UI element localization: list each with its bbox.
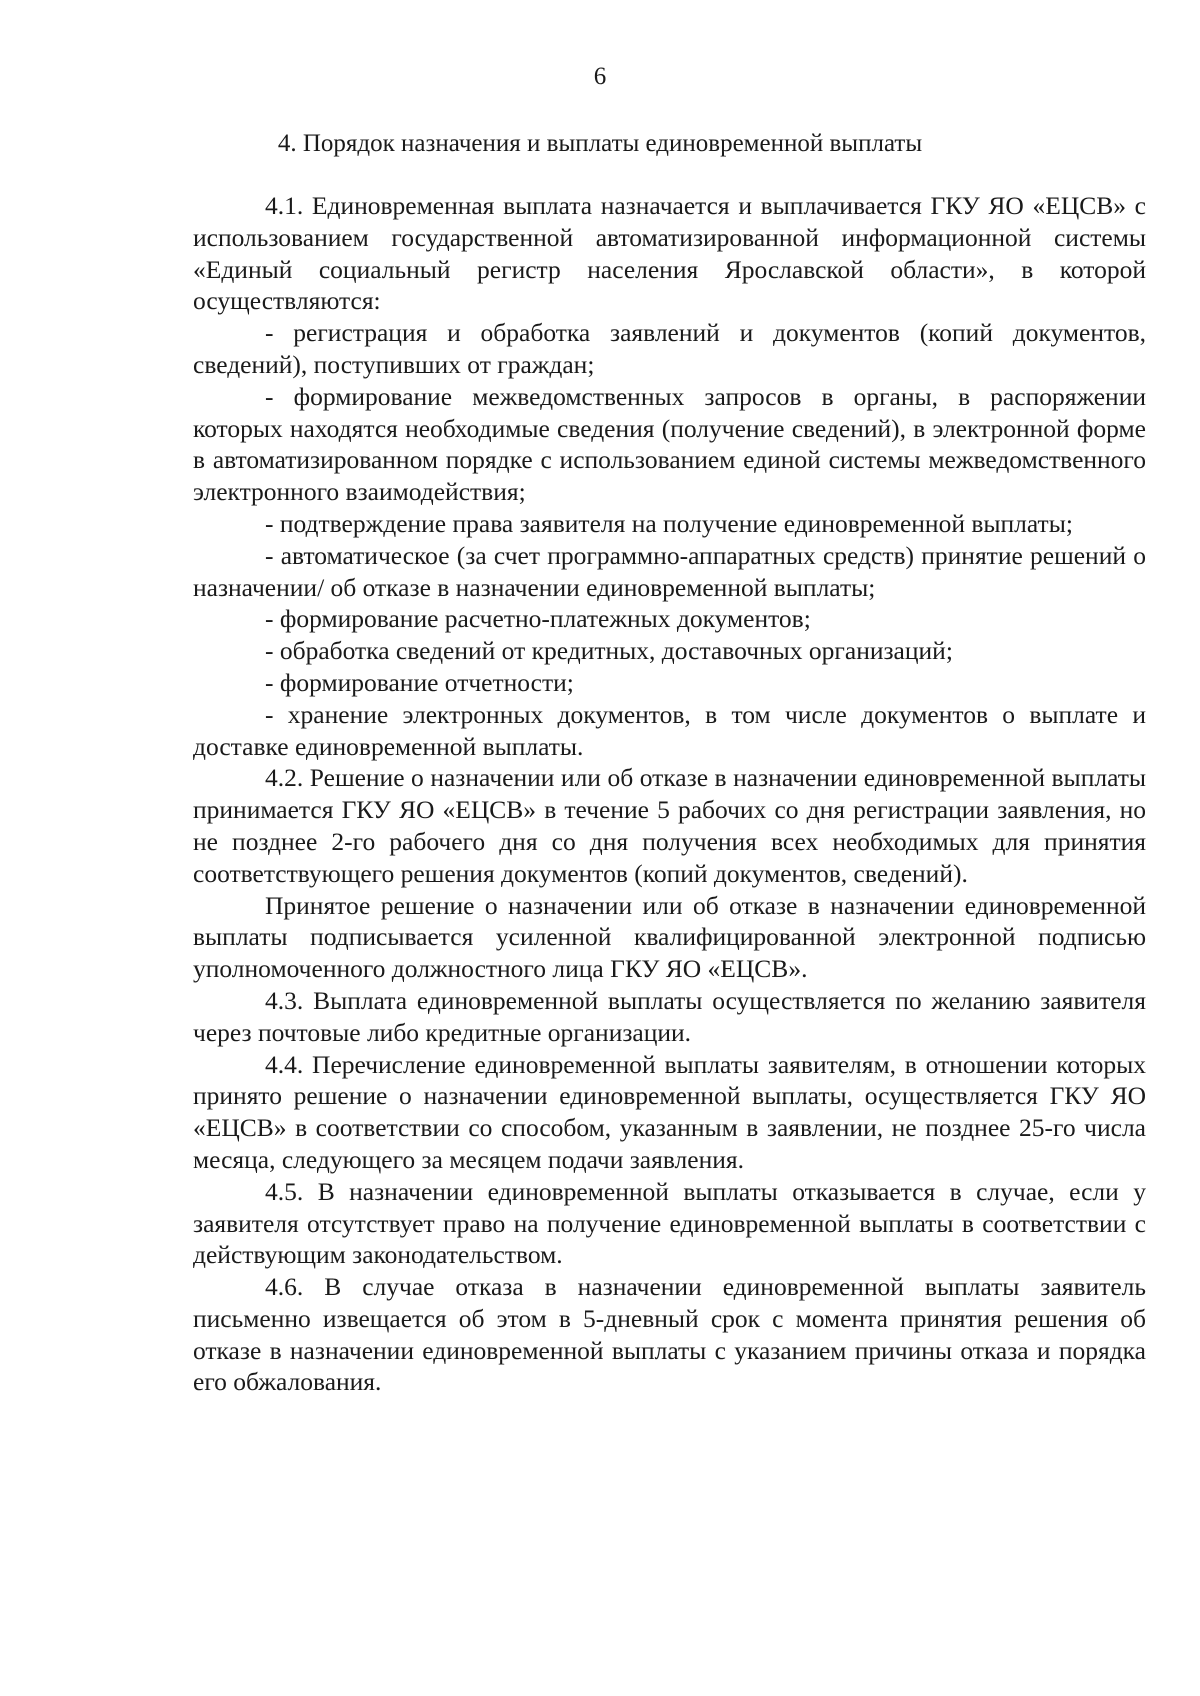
list-item-automatic-decision: - автоматическое (за счет программно-аппаратных средств) принятие решений о назначении/ об отказе в назначении единовременной выплаты;	[193, 540, 1146, 602]
list-item-document-storage: - хранение электронных документов, в том числе документов о выплате и доставке единовременной выплаты.	[193, 699, 1146, 761]
list-item-right-confirmation: - подтверждение права заявителя на получение единовременной выплаты;	[265, 508, 1073, 538]
paragraph-4-2: 4.2. Решение о назначении или об отказе в назначении единовременной выплаты принимается ГКУ ЯО «ЕЦСВ» в течение 5 рабочих со дня регистрации заявления, но не позднее 2-го рабочего дня со дня получения всех необходимых для принятия соответствующего решения документов (копий документов, сведений).	[193, 763, 1146, 888]
list-item-credit-org-processing: - обработка сведений от кредитных, доставочных организаций;	[265, 636, 953, 666]
section-title: 4. Порядок назначения и выплаты единовременной выплаты	[277, 130, 923, 157]
paragraph-4-6: 4.6. В случае отказа в назначении единовременной выплаты заявитель письменно извещается об этом в 5-дневный срок с момента принятия решения об отказе в назначении единовременной выплаты с указанием причины отказа и порядка его обжалования.	[193, 1272, 1146, 1397]
document-body	[193, 190, 1146, 1398]
paragraph-4-5: 4.5. В назначении единовременной выплаты отказывается в случае, если у заявителя отсутствует право на получение единовременной выплаты в соответствии с действующим законодательством.	[193, 1176, 1146, 1270]
paragraph-4-4: 4.4. Перечисление единовременной выплаты заявителям, в отношении которых принято решение о назначении единовременной выплаты, осуществляется ГКУ ЯО «ЕЦСВ» в соответствии со способом, указанным в заявлении, не позднее 25-го числа месяца, следующего за месяцем подачи заявления.	[193, 1049, 1146, 1174]
paragraph-4-1: 4.1. Единовременная выплата назначается и выплачивается ГКУ ЯО «ЕЦСВ» с использованием государственной автоматизированной информационной системы «Единый социальный регистр населения Ярославской области», в которой осуществляются:	[193, 191, 1146, 316]
list-item-registration: - регистрация и обработка заявлений и документов (копий документов, сведений), поступивших от граждан;	[193, 318, 1146, 379]
paragraph-decision-signature: Принятое решение о назначении или об отказе в назначении единовременной выплаты подписывается усиленной квалифицированной электронной подписью уполномоченного должностного лица ГКУ ЯО «ЕЦСВ».	[193, 890, 1146, 984]
page-number: 6	[593, 63, 607, 90]
list-item-payment-documents: - формирование расчетно-платежных документов;	[265, 604, 811, 634]
paragraph-4-3: 4.3. Выплата единовременной выплаты осуществляется по желанию заявителя через почтовые либо кредитные организации.	[193, 985, 1146, 1047]
list-item-reporting: - формирование отчетности;	[265, 667, 574, 697]
list-item-interagency-requests: - формирование межведомственных запросов в органы, в распоряжении которых находятся необходимые сведения (получение сведений), в электронной форме в автоматизированном порядке с использованием единой системы межведомственного электронного взаимодействия;	[193, 381, 1146, 507]
